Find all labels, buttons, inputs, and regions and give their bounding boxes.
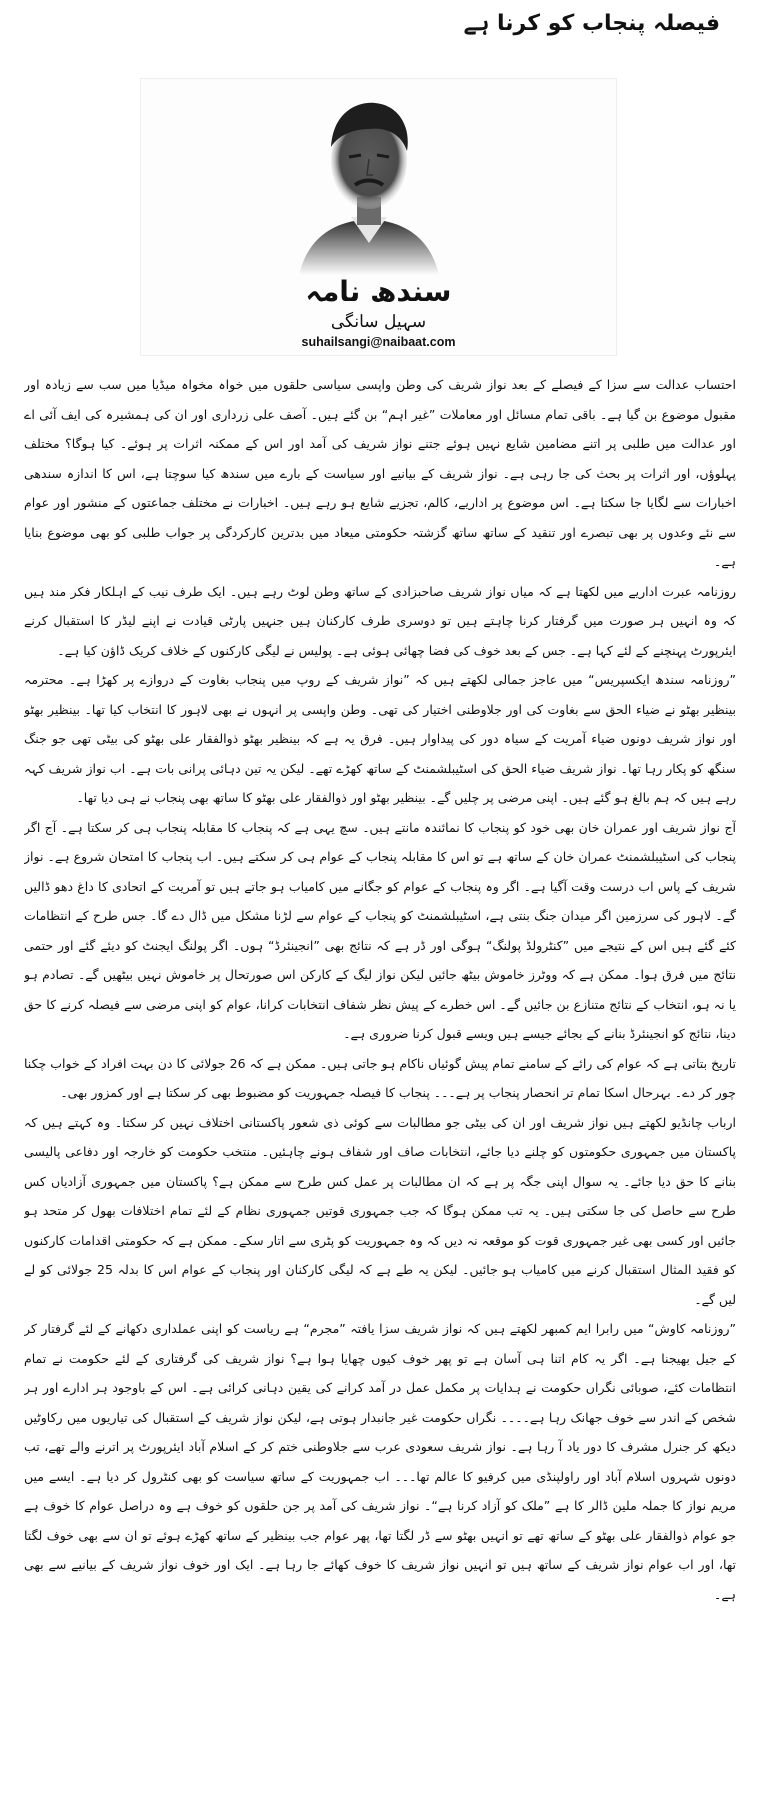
article-paragraph: آج نواز شریف اور عمران خان بھی خود کو پنجاب کا نمائندہ مانتے ہیں۔ سچ یہی ہے کہ پنجاب کا مقابلہ پنجاب ہی کر سکتا ہے۔ آج اگر پنجاب کی اسٹیبلشمنٹ عمران خان کے ساتھ ہے تو اس کا مقابلہ پنجاب کے عوام ہی کر سکتے ہیں۔ اب پنجاب کا امتحان شروع ہے۔ نواز شریف کے پاس اب درست وقت آگیا ہے۔ اگر وہ پنجاب کے عوام کو جگانے میں کامیاب ہو جاتے ہیں تو آمریت کے اتحادی کا داغ دھو ڈالیں گے۔ لاہور کی سرزمین اگر میدان جنگ بنتی ہے، اسٹیبلشمنٹ کو پنجاب کے عوام سے لڑنا مشکل میں ڈال دے گا۔ جس طرح کے انتظامات کئے گئے ہیں اس کے نتیجے میں ”کنٹرولڈ پولنگ“ ہوگی اور ڈر ہے کہ نتائج بھی ”انجینئرڈ“ ہوں۔ اگر پولنگ ایجنٹ کو دیئے گئے اور حتمی نتائج میں فرق ہوا۔ ممکن ہے کہ ووٹرز خاموش بیٹھ جائیں لیکن نواز لیگ کے کارکن اس صورتحال پر خاموش نہیں بیٹھیں گے۔ تصادم ہو یا نہ ہو، انتخاب کے نتائج متنازع بن جائیں گے۔ اس خطرے کے پیش نظر شفاف انتخابات کرانا، عوام کو اپنی مرضی سے فیصلہ کرنے کا حق دینا، نتائج کو انجینئرڈ بنانے کے بجائے جیسے ہیں ویسے قبول کرنا ضروری ہے۔ <box>24 819 736 1041</box>
author-email: suhailsangi@naibaat.com <box>301 335 456 349</box>
article-paragraph: روزنامہ عبرت اداریے میں لکھتا ہے کہ میاں نواز شریف صاحبزادی کے ساتھ وطن لوٹ رہے ہیں۔ ایک طرف نیب کے اہلکار فکر مند ہیں کہ وہ انہیں ہر صورت میں گرفتار کرنا چاہتے ہیں تو دوسری طرف کارکنان ہیں جنہیں پارٹی قیادت نے اپنے لیڈر کا استقبال کرنے ایئرپورٹ پہنچنے کے لئے کہا ہے۔ جس کے بعد خوف کی فضا چھائی ہوئی ہے۔ پولیس نے لیگی کارکنوں کے خلاف کریک ڈاؤن کیا ہے۔ <box>24 583 736 658</box>
author-name: سہیل سانگی <box>330 312 427 332</box>
article-paragraph: احتساب عدالت سے سزا کے فیصلے کے بعد نواز شریف کی وطن واپسی سیاسی حلقوں میں خواہ مخواہ میڈیا میں سب سے زیادہ اور مقبول موضوع بن گیا ہے۔ باقی تمام مسائل اور معاملات ”غیر اہم“ بن گئے ہیں۔ آصف علی زرداری اور ان کی ہمشیرہ کی ایف آئی اے اور عدالت میں طلبی پر اتنے مضامین شایع نہیں ہوئے جتنے نواز شریف کی آمد اور اس کے ممکنہ اثرات پر ہوئے۔ کیا ہوگا؟ مختلف پہلوؤں، اور اثرات پر بحث کی جا رہی ہے۔ نواز شریف کے بیانیے اور سیاست کے بارے میں سندھ کیا سوچتا ہے، اس کا اندازہ سندھی اخبارات سے لگایا جا سکتا ہے۔ اس موضوع پر اداریے، کالم، تجزیے شایع ہو رہے ہیں۔ اخبارات نے مختلف جماعتوں کے منشور اور عوام سے نئے وعدوں پر بھی تبصرے اور تنقید کے ساتھ ساتھ گزشتہ حکومتی میعاد میں بدترین کارکردگی پر جواب طلبی کو بھی موضوع بنایا ہے۔ <box>24 377 736 569</box>
article-body <box>24 370 736 1786</box>
article-paragraph: ”روزنامہ کاوش“ میں رابرا ایم کمبھر لکھتے ہیں کہ نواز شریف سزا یافتہ ”مجرم“ ہے ریاست کو اپنی عملداری دکھانے کے لئے گرفتار کر کے جیل بھیجنا ہے۔ اگر یہ کام اتنا ہی آسان ہے تو پھر خوف کیوں چھایا ہوا ہے؟ نواز شریف کی گرفتاری کے لئے حکومت نے تمام انتظامات کئے، صوبائی نگراں حکومت نے ہدایات پر مکمل عمل در آمد کرانے کی یقین دہانی کرائی ہے۔ اس کے باوجود ہر ادارے اور ہر شخص کے اندر سے خوف جھانک رہا ہے۔۔۔۔ نگراں حکومت غیر جانبدار ہوتی ہے، لیکن نواز شریف کے استقبال کی تیاریوں میں رکاوٹیں دیکھ کر جنرل مشرف کا دور یاد آ رہا ہے۔ نواز شریف سعودی عرب سے جلاوطنی ختم کر کے اسلام آباد ایئرپورٹ پر اترنے والے تھے، تب دونوں شہروں اسلام آباد اور راولپنڈی میں کرفیو کا عالم تھا۔۔۔ اب جمہوریت کے ساتھ سیاست کو بھی کنٹرول کر دیا ہے۔ ایسے میں مریم نواز کا جملہ ملین ڈالر کا ہے ”ملک کو آزاد کرنا ہے“۔ نواز شریف کی آمد پر جن حلقوں کو خوف ہے وہ دراصل عوام کا خوف ہے جو عوام ذوالفقار علی بھٹو کے ساتھ تھے تو انہیں بھٹو سے ڈر لگتا تھا، پھر عوام جب بینظیر کے ساتھ کھڑے ہوئے تو ان سے بھی خوف لگتا تھا، اور اب عوام نواز شریف کے ساتھ ہیں تو انہیں نواز شریف کا خوف کھائے جا رہا ہے۔ ایک اور خوف نواز شریف کے بیانیے سے بھی ہے۔ <box>24 1321 736 1602</box>
page-title: فیصلہ پنجاب کو کرنا ہے <box>463 11 720 36</box>
byline-box <box>140 78 617 356</box>
column-name: سندھ نامہ <box>305 275 452 308</box>
article-paragraph: ارباب چانڈیو لکھتے ہیں نواز شریف اور ان کی بیٹی جو مطالبات سے کوئی ذی شعور پاکستانی اختلاف نہیں کر سکتا۔ وہ کہتے ہیں کہ پاکستان میں جمہوری حکومتوں کو چلنے دیا جائے، انتخابات صاف اور شفاف ہونے چاہئیں۔ منتخب حکومت کو خارجہ اور دفاعی پالیسی بنانے کا حق دیا جائے۔ یہ سوال اپنی جگہ پر ہے کہ ان مطالبات پر عمل کس طرح سے ممکن ہے؟ پاکستان میں جمہوری آزادیاں کس طرح سے حاصل کی جا سکتی ہیں۔ یہ تب ممکن ہوگا کہ جب جمہوری قوتیں جمہوری نظام کے لئے تمام اختلافات بھول کر متحد ہو جائیں اور کسی بھی غیر جمہوری قوت کو موقعہ نہ دیں کہ وہ جمہوریت کو پٹری سے اتار سکے۔ ممکن ہے کہ حکومتی اقدامات کارکنوں کو فقید المثال استقبال کرنے میں کامیاب ہو جائیں۔ لیکن یہ طے ہے کہ لیگی کارکنان اور پنجاب کے عوام اس کا بدلہ 25 جولائی کو لے لیں گے۔ <box>24 1114 736 1307</box>
article-paragraph: تاریخ بتاتی ہے کہ عوام کی رائے کے سامنے تمام پیش گوئیاں ناکام ہو جاتی ہیں۔ ممکن ہے کہ 26 جولائی کا دن بہت افراد کے خواب چکنا چور کر دے۔ بہرحال اسکا تمام تر انحصار پنجاب پر ہے۔۔۔ پنجاب کا فیصلہ جمہوریت کو مضبوط بھی کر سکتا ہے اور کمزور بھی۔ <box>24 1055 736 1100</box>
article-paragraph: ”روزنامہ سندھ ایکسپریس“ میں عاجز جمالی لکھتے ہیں کہ ”نواز شریف کے روپ میں پنجاب بغاوت کے دروازے پر کھڑا ہے۔ محترمہ بینظیر بھٹو نے ضیاء الحق سے بغاوت کی اور جلاوطنی اختیار کی تھی۔ وطن واپسی پر انہوں نے بھی لاہور کا انتخاب کیا تھا۔ بینظیر بھٹو اور نواز شریف دونوں ضیاء آمریت کے سیاہ دور کی پیداوار ہیں۔ فرق یہ ہے کہ بینظیر بھٹو ذوالفقار علی بھٹو کی بیٹی تھی جو جنگ سنگھ کو پکار رہا تھا۔ نواز شریف ضیاء الحق کی اسٹیبلشمنٹ کے ساتھ کھڑے تھے۔ لیکن یہ تین دہائی پرانی بات ہے۔ اب نواز شریف کہہ رہے ہیں کہ ہم بالغ ہو گئے ہیں۔ اپنی مرضی پر چلیں گے۔ بینظیر بھٹو اور ذوالفقار علی بھٹو کا ساتھ بھی پنجاب نے ہی دیا تھا۔ <box>24 672 736 805</box>
columnist-portrait <box>289 93 449 275</box>
